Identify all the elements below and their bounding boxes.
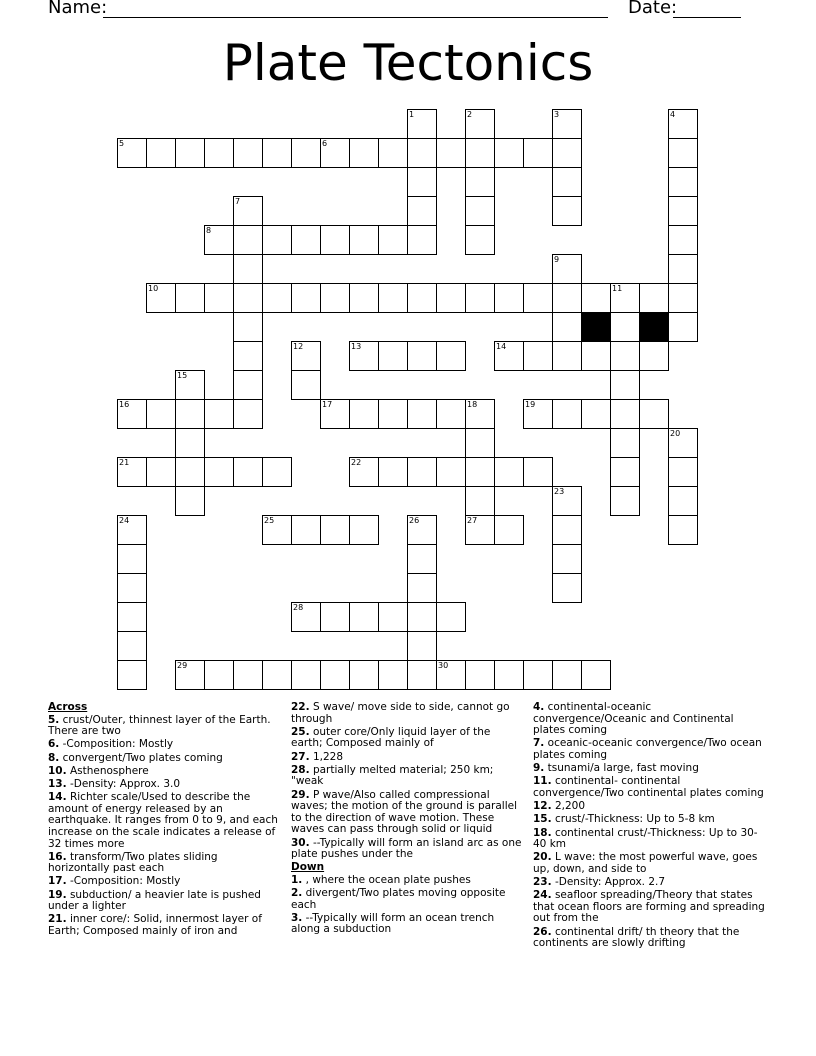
clue-item <box>291 875 523 887</box>
crossword-cell[interactable] <box>175 428 205 458</box>
clue-item <box>533 927 765 950</box>
clue-number: 4 <box>670 110 676 119</box>
clue-item <box>48 792 280 850</box>
crossword-cell[interactable] <box>465 196 495 226</box>
clue-item-number: 15. <box>533 813 552 826</box>
clue-item-number: 12. <box>533 800 552 813</box>
crossword-cell[interactable] <box>523 660 553 690</box>
name-label: Name: <box>48 0 108 18</box>
crossword-cell[interactable] <box>320 399 350 429</box>
clue-item <box>291 913 523 936</box>
crossword-cell[interactable] <box>349 399 379 429</box>
crossword-cell[interactable] <box>407 602 437 632</box>
clue-item-number: 20. <box>533 851 552 864</box>
crossword-cell[interactable] <box>465 167 495 197</box>
clue-item-text: divergent/Two plates moving opposite each <box>291 887 506 911</box>
clue-item-text: --Typically will form an ocean trench along a subduction <box>291 911 495 936</box>
crossword-cell[interactable] <box>378 138 408 168</box>
clue-number: 23 <box>554 487 565 496</box>
crossword-cell[interactable] <box>320 660 350 690</box>
crossword-cell[interactable] <box>117 138 147 168</box>
crossword-cell[interactable] <box>349 515 379 545</box>
crossword-cell[interactable] <box>175 399 205 429</box>
clue-item-text: -Composition: Mostly <box>62 738 174 751</box>
crossword-cell[interactable] <box>378 457 408 487</box>
crossword-cell[interactable] <box>465 428 495 458</box>
crossword-cell[interactable] <box>117 457 147 487</box>
crossword-cell[interactable] <box>262 138 292 168</box>
crossword-cell[interactable] <box>610 457 640 487</box>
crossword-cell[interactable] <box>146 399 176 429</box>
crossword-cell[interactable] <box>175 138 205 168</box>
crossword-cell[interactable] <box>523 341 553 371</box>
clue-number: 5 <box>119 139 125 148</box>
crossword-cell[interactable] <box>465 138 495 168</box>
crossword-cell[interactable] <box>436 399 466 429</box>
clue-item-text: tsunami/a large, fast moving <box>547 762 699 775</box>
clue-item <box>291 790 523 836</box>
clue-item-text: -Density: Approx. 2.7 <box>554 876 666 889</box>
crossword-cell[interactable] <box>407 399 437 429</box>
clue-item-number: 7. <box>533 737 545 750</box>
clue-number: 19 <box>525 400 536 409</box>
crossword-cell[interactable] <box>378 341 408 371</box>
crossword-cell[interactable] <box>349 225 379 255</box>
crossword-cell[interactable] <box>378 602 408 632</box>
clue-item <box>291 752 523 764</box>
clue-item <box>533 890 765 925</box>
clue-item <box>533 828 765 851</box>
clue-section-heading: Across <box>48 701 88 713</box>
clue-item-text: oceanic-oceanic convergence/Two ocean plates coming <box>533 737 762 761</box>
clue-item <box>533 852 765 875</box>
crossword-cell[interactable] <box>407 631 437 661</box>
crossword-cell[interactable] <box>581 283 611 313</box>
crossword-cell[interactable] <box>378 660 408 690</box>
crossword-cell[interactable] <box>320 225 350 255</box>
crossword-cell[interactable] <box>262 457 292 487</box>
clue-item-text: continental drift/ th theory that the continents are slowly drifting <box>533 925 740 950</box>
crossword-cell[interactable] <box>668 225 698 255</box>
crossword-cell[interactable] <box>552 312 582 342</box>
crossword-cell[interactable] <box>407 573 437 603</box>
clue-number: 16 <box>119 400 130 409</box>
crossword-cell[interactable] <box>610 399 640 429</box>
crossword-cell[interactable] <box>407 660 437 690</box>
crossword-cell[interactable] <box>436 457 466 487</box>
crossword-cell[interactable] <box>465 515 495 545</box>
crossword-cell[interactable] <box>175 486 205 516</box>
crossword-cell[interactable] <box>465 399 495 429</box>
crossword-cell[interactable] <box>233 399 263 429</box>
crossword-cell[interactable] <box>610 341 640 371</box>
crossword-cell[interactable] <box>610 486 640 516</box>
crossword-cell[interactable] <box>233 370 263 400</box>
clue-number: 20 <box>670 429 681 438</box>
crossword-cell[interactable] <box>146 138 176 168</box>
crossword-cell[interactable] <box>204 138 234 168</box>
crossword-cell[interactable] <box>581 399 611 429</box>
clue-item <box>533 877 765 889</box>
crossword-cell[interactable] <box>552 660 582 690</box>
crossword-cell[interactable] <box>262 283 292 313</box>
crossword-cell[interactable] <box>465 486 495 516</box>
crossword-cell[interactable] <box>407 515 437 545</box>
crossword-cell[interactable] <box>668 109 698 139</box>
crossword-cell[interactable] <box>465 660 495 690</box>
clue-item-number: 10. <box>48 764 67 777</box>
crossword-cell[interactable] <box>407 196 437 226</box>
clue-item <box>48 852 280 875</box>
clue-item-number: 16. <box>48 850 67 863</box>
crossword-cell[interactable] <box>233 660 263 690</box>
crossword-cell[interactable] <box>552 254 582 284</box>
clue-number: 8 <box>206 226 212 235</box>
crossword-cell[interactable] <box>117 631 147 661</box>
page-title: Plate Tectonics <box>222 34 594 92</box>
clue-number: 18 <box>467 400 478 409</box>
crossword-cell[interactable] <box>349 660 379 690</box>
crossword-cell[interactable] <box>494 515 524 545</box>
crossword-cell[interactable] <box>349 138 379 168</box>
clue-number: 7 <box>235 197 241 206</box>
crossword-cell[interactable] <box>465 283 495 313</box>
clue-item <box>291 765 523 788</box>
crossword-cell[interactable] <box>610 370 640 400</box>
crossword-cell[interactable] <box>320 602 350 632</box>
crossword-cell[interactable] <box>523 457 553 487</box>
crossword-cell[interactable] <box>407 225 437 255</box>
crossword-cell[interactable] <box>581 660 611 690</box>
crossword-cell[interactable] <box>117 544 147 574</box>
clue-item <box>533 763 765 775</box>
clues-column-2 <box>291 702 523 938</box>
crossword-cell[interactable] <box>494 283 524 313</box>
date-label: Date: <box>628 0 678 18</box>
clue-number: 17 <box>322 400 333 409</box>
crossword-cell[interactable] <box>117 660 147 690</box>
crossword-cell[interactable] <box>407 138 437 168</box>
crossword-cell[interactable] <box>436 341 466 371</box>
crossword-cell[interactable] <box>639 399 669 429</box>
clue-item <box>291 702 523 725</box>
crossword-cell[interactable] <box>581 341 611 371</box>
crossword-cell[interactable] <box>407 283 437 313</box>
crossword-cell[interactable] <box>204 225 234 255</box>
clue-item-text: Asthenosphere <box>69 764 149 777</box>
clue-item <box>533 776 765 799</box>
clue-item <box>48 753 280 765</box>
crossword-cell[interactable] <box>668 167 698 197</box>
crossword-cell[interactable] <box>349 341 379 371</box>
crossword-cell[interactable] <box>668 457 698 487</box>
crossword-cell[interactable] <box>436 138 466 168</box>
crossword-cell[interactable] <box>233 196 263 226</box>
clues-column-3 <box>533 702 765 951</box>
crossword-cell[interactable] <box>291 660 321 690</box>
crossword-cell[interactable] <box>262 225 292 255</box>
clue-item-text: continental crust/-Thickness: Up to 30-40 km <box>533 826 758 851</box>
clue-item-number: 18. <box>533 826 552 839</box>
crossword-cell[interactable] <box>668 515 698 545</box>
crossword-cell[interactable] <box>436 660 466 690</box>
clue-item-number: 25. <box>291 725 310 738</box>
clue-item-number: 3. <box>291 911 303 924</box>
clue-item-text: subduction/ a heavier late is pushed under a lighter <box>48 888 261 913</box>
clue-number: 29 <box>177 661 188 670</box>
crossword-cell[interactable] <box>465 225 495 255</box>
crossword-cell[interactable] <box>233 138 263 168</box>
clue-item-number: 24. <box>533 889 552 902</box>
crossword-cell[interactable] <box>233 225 263 255</box>
crossword-cell[interactable] <box>552 138 582 168</box>
clue-item-text: crust/-Thickness: Up to 5-8 km <box>554 813 715 826</box>
crossword-cell[interactable] <box>668 254 698 284</box>
clue-item-text: seafloor spreading/Theory that states that ocean floors are forming and spreading out from the <box>533 889 765 925</box>
clue-item-number: 14. <box>48 791 67 804</box>
clue-number: 1 <box>409 110 415 119</box>
clue-item-number: 29. <box>291 788 310 801</box>
crossword-block <box>581 312 611 342</box>
clue-item-text: 2,200 <box>554 800 586 813</box>
crossword-cell[interactable] <box>523 399 553 429</box>
crossword-cell[interactable] <box>407 109 437 139</box>
crossword-cell[interactable] <box>523 138 553 168</box>
crossword-cell[interactable] <box>320 283 350 313</box>
clue-number: 25 <box>264 516 275 525</box>
crossword-cell[interactable] <box>407 341 437 371</box>
clue-item <box>533 814 765 826</box>
clue-item-text: Richter scale/Used to describe the amount of energy released by an earthquake. It ranges from 0 to 9, and each increase on the scale indicates a release of 32 times more <box>48 791 278 850</box>
crossword-cell[interactable] <box>175 457 205 487</box>
crossword-cell[interactable] <box>233 457 263 487</box>
clue-item-number: 5. <box>48 713 60 726</box>
clue-item-number: 28. <box>291 763 310 776</box>
crossword-cell[interactable] <box>291 370 321 400</box>
crossword-cell[interactable] <box>494 457 524 487</box>
crossword-cell[interactable] <box>320 515 350 545</box>
crossword-cell[interactable] <box>291 225 321 255</box>
crossword-cell[interactable] <box>378 283 408 313</box>
crossword-cell[interactable] <box>349 602 379 632</box>
crossword-cell[interactable] <box>552 196 582 226</box>
crossword-cell[interactable] <box>552 486 582 516</box>
clue-number: 26 <box>409 516 420 525</box>
crossword-cell[interactable] <box>465 109 495 139</box>
clue-item-text: S wave/ move side to side, cannot go through <box>291 701 510 725</box>
clue-number: 21 <box>119 458 130 467</box>
clue-number: 9 <box>554 255 560 264</box>
crossword-cell[interactable] <box>407 544 437 574</box>
clue-item <box>533 738 765 761</box>
crossword-cell[interactable] <box>233 341 263 371</box>
clue-item <box>533 702 765 737</box>
clue-item-text: L wave: the most powerful wave, goes up, down, and side to <box>533 851 758 875</box>
clue-item-number: 27. <box>291 750 310 763</box>
clue-item-number: 11. <box>533 775 552 788</box>
clue-section-heading: Down <box>291 861 325 874</box>
crossword-cell[interactable] <box>610 312 640 342</box>
crossword-cell[interactable] <box>552 573 582 603</box>
clue-item-number: 4. <box>533 701 545 713</box>
clue-item-number: 19. <box>48 888 67 901</box>
clue-item <box>291 888 523 911</box>
crossword-cell[interactable] <box>552 341 582 371</box>
clue-number: 10 <box>148 284 159 293</box>
clue-item-text: -Density: Approx. 3.0 <box>69 777 181 790</box>
crossword-cell[interactable] <box>407 167 437 197</box>
clue-item-text: crust/Outer, thinnest layer of the Earth. There are two <box>48 713 271 738</box>
clue-item-number: 13. <box>48 777 67 790</box>
crossword-cell[interactable] <box>610 283 640 313</box>
clue-number: 13 <box>351 342 362 351</box>
clue-item-text: -Composition: Mostly <box>69 875 181 888</box>
crossword-cell[interactable] <box>378 399 408 429</box>
clue-item-text: convergent/Two plates coming <box>62 751 223 764</box>
crossword-cell[interactable] <box>262 515 292 545</box>
crossword-cell[interactable] <box>117 573 147 603</box>
crossword-cell[interactable] <box>349 283 379 313</box>
crossword-cell[interactable] <box>668 486 698 516</box>
crossword-cell[interactable] <box>291 515 321 545</box>
clue-number: 15 <box>177 371 188 380</box>
clues-column-1 <box>48 702 280 939</box>
crossword-cell[interactable] <box>552 515 582 545</box>
crossword-cell[interactable] <box>552 544 582 574</box>
crossword-cell[interactable] <box>668 312 698 342</box>
crossword-cell[interactable] <box>262 660 292 690</box>
clue-item-number: 30. <box>291 836 310 849</box>
clue-number: 2 <box>467 110 473 119</box>
crossword-cell[interactable] <box>204 283 234 313</box>
crossword-cell[interactable] <box>494 660 524 690</box>
clue-item <box>48 890 280 913</box>
clue-number: 12 <box>293 342 304 351</box>
crossword-cell[interactable] <box>320 138 350 168</box>
crossword-cell[interactable] <box>349 457 379 487</box>
clue-item-text: 1,228 <box>312 750 344 763</box>
clue-item-text: , where the ocean plate pushes <box>305 873 471 886</box>
clue-item-number: 1. <box>291 873 303 886</box>
clue-item <box>48 779 280 791</box>
clue-number: 14 <box>496 342 507 351</box>
crossword-cell[interactable] <box>552 109 582 139</box>
crossword-cell[interactable] <box>233 254 263 284</box>
clue-item-number: 22. <box>291 701 310 713</box>
clue-item-number: 21. <box>48 913 67 926</box>
crossword-cell[interactable] <box>552 283 582 313</box>
clue-number: 22 <box>351 458 362 467</box>
crossword-cell[interactable] <box>117 602 147 632</box>
clue-item-text: continental- continental convergence/Two continental plates coming <box>533 775 764 799</box>
crossword-cell[interactable] <box>175 660 205 690</box>
clue-item-text: partially melted material; 250 km; "weak <box>291 763 494 788</box>
crossword-cell[interactable] <box>146 283 176 313</box>
clue-item <box>48 914 280 937</box>
crossword-cell[interactable] <box>204 457 234 487</box>
crossword-cell[interactable] <box>204 660 234 690</box>
crossword-cell[interactable] <box>436 283 466 313</box>
clue-item-number: 8. <box>48 751 60 764</box>
clue-item-number: 23. <box>533 876 552 889</box>
clue-item-text: transform/Two plates sliding horizontally past each <box>48 850 218 875</box>
crossword-cell[interactable] <box>117 515 147 545</box>
crossword-cell[interactable] <box>639 341 669 371</box>
crossword-cell[interactable] <box>494 138 524 168</box>
clue-item <box>533 801 765 813</box>
clue-item-number: 26. <box>533 925 552 938</box>
clue-item <box>48 715 280 738</box>
crossword-cell[interactable] <box>552 167 582 197</box>
crossword-cell[interactable] <box>291 138 321 168</box>
clue-item <box>291 838 523 861</box>
crossword-cell[interactable] <box>552 399 582 429</box>
clue-item-text: continental-oceanic convergence/Oceanic and Continental plates coming <box>533 701 734 737</box>
clue-number: 11 <box>612 284 623 293</box>
crossword-block <box>639 312 669 342</box>
clue-item <box>291 727 523 750</box>
crossword-cell[interactable] <box>175 370 205 400</box>
clue-item <box>48 739 280 751</box>
clue-number: 28 <box>293 603 304 612</box>
clue-item-number: 17. <box>48 875 67 888</box>
clue-number: 24 <box>119 516 130 525</box>
clue-item-number: 2. <box>291 887 303 900</box>
crossword-cell[interactable] <box>291 602 321 632</box>
clue-item-number: 6. <box>48 738 60 751</box>
clue-number: 30 <box>438 661 449 670</box>
crossword-cell[interactable] <box>523 283 553 313</box>
clue-item <box>48 876 280 888</box>
crossword-cell[interactable] <box>233 283 263 313</box>
clue-number: 27 <box>467 516 478 525</box>
crossword-cell[interactable] <box>291 341 321 371</box>
crossword-cell[interactable] <box>291 283 321 313</box>
crossword-cell[interactable] <box>668 283 698 313</box>
crossword-cell[interactable] <box>378 225 408 255</box>
crossword-cell[interactable] <box>668 138 698 168</box>
crossword-cell[interactable] <box>117 399 147 429</box>
crossword-cell[interactable] <box>407 457 437 487</box>
crossword-cell[interactable] <box>204 399 234 429</box>
clue-item-number: 9. <box>533 762 545 775</box>
crossword-cell[interactable] <box>668 196 698 226</box>
clue-item-text: inner core/: Solid, innermost layer of Earth; Composed mainly of iron and <box>48 913 262 938</box>
crossword-cell[interactable] <box>494 341 524 371</box>
clue-number: 3 <box>554 110 560 119</box>
crossword-cell[interactable] <box>436 602 466 632</box>
clue-number: 6 <box>322 139 328 148</box>
clue-item-text: outer core/Only liquid layer of the earth; Composed mainly of <box>291 725 491 750</box>
crossword-cell[interactable] <box>639 283 669 313</box>
crossword-cell[interactable] <box>465 457 495 487</box>
clue-item <box>48 766 280 778</box>
crossword-cell[interactable] <box>610 428 640 458</box>
crossword-cell[interactable] <box>175 283 205 313</box>
crossword-cell[interactable] <box>668 428 698 458</box>
crossword-cell[interactable] <box>146 457 176 487</box>
clue-item-text: P wave/Also called compressional waves; the motion of the ground is parallel to the direction of wave motion. These waves can pass through solid or liquid <box>291 788 518 836</box>
crossword-cell[interactable] <box>233 312 263 342</box>
clue-item-text: --Typically will form an island arc as one plate pushes under the <box>291 836 522 861</box>
